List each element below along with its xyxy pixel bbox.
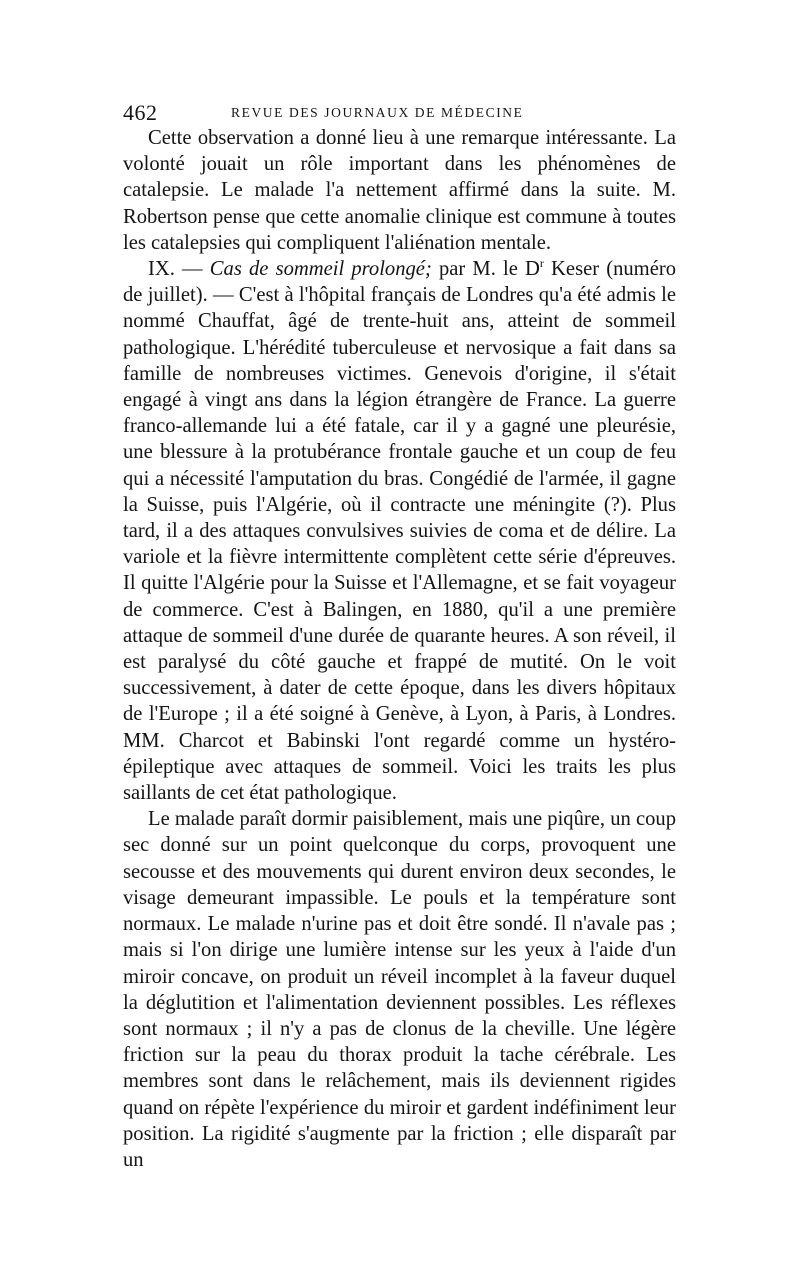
case-title: Cas de sommeil prolongé; (209, 258, 432, 281)
running-head: REVUE DES JOURNAUX DE MÉDECINE (231, 105, 524, 120)
article-body (123, 125, 676, 1173)
paragraph-catalepsy-remark: Cette observation a donné lieu à une remarque intéressante. La volonté jouait un rôle important dans les phénomènes de catalepsie. Le malade l'a nettement affirmé dans la suite. M. Robertson pense que cette anomalie clinique est commune à toutes les catalepsies qui compliquent l'aliénation mentale. (123, 127, 676, 254)
doctor-abbrev-superscript: r (539, 256, 544, 271)
page-number: 462 (123, 100, 158, 125)
case-number: IX. — (148, 258, 210, 281)
case-narrative: Keser (numéro de juillet). — C'est à l'hôpital français de Londres qu'a été admis le nommé Chauffat, âgé de trente-huit ans, atteint de sommeil pathologique. L'hérédité tuberculeuse et nervosique a fait dans sa famille de nombreuses victimes. Genevois d'origine, il s'était engagé à vingt ans dans la légion étrangère de France. La guerre franco-allemande lui a été fatale, car il y a gagné une pleurésie, une blessure à la protubérance frontale gauche et un coup de feu qui a nécessité l'amputation du bras. Congédié de l'armée, il gagne la Suisse, puis l'Algérie, où il contracte une méningite (?). Plus tard, il a des attaques convulsives suivies de coma et de délire. La variole et la fièvre intermittente complètent cette série d'épreuves. Il quitte l'Algérie pour la Suisse et l'Allemagne, et se fait voyageur de commerce. C'est à Balingen, en 1880, qu'il a une première attaque de sommeil d'une durée de quarante heures. A son réveil, il est paralysé du côté gauche et frappé de mutité. On le voit successivement, à dater de cette époque, dans les divers hôpitaux de l'Europe ; il a été soigné à Genève, à Lyon, à Paris, à Londres. MM. Charcot et Babinski l'ont regardé comme un hystéro-épileptique avec attaques de sommeil. Voici les traits les plus saillants de cet état pathologique. (123, 258, 676, 805)
paragraph-case-ix (123, 256, 676, 806)
paragraph-clinical-signs: Le malade paraît dormir paisiblement, mais une piqûre, un coup sec donné sur un point quelconque du corps, provoquent une secousse et des mouvements qui durent environ deux secondes, le visage demeurant impassible. Le pouls et la température sont normaux. Le malade n'urine pas et doit être sondé. Il n'avale pas ; mais si l'on dirige une lumière intense sur les yeux à l'aide d'un miroir concave, on produit un réveil incomplet à la faveur duquel la déglutition et l'alimentation deviennent possibles. Les réflexes sont normaux ; il n'y a pas de clonus de la cheville. Une légère friction sur la peau du thorax produit la tache cérébrale. Les membres sont dans le relâchement, mais ils deviennent rigides quand on répète l'expérience du miroir et gardent indéfiniment leur position. La rigidité s'augmente par la friction ; elle disparaît par un (123, 808, 676, 1171)
case-author-lead: par M. le D (431, 258, 540, 281)
